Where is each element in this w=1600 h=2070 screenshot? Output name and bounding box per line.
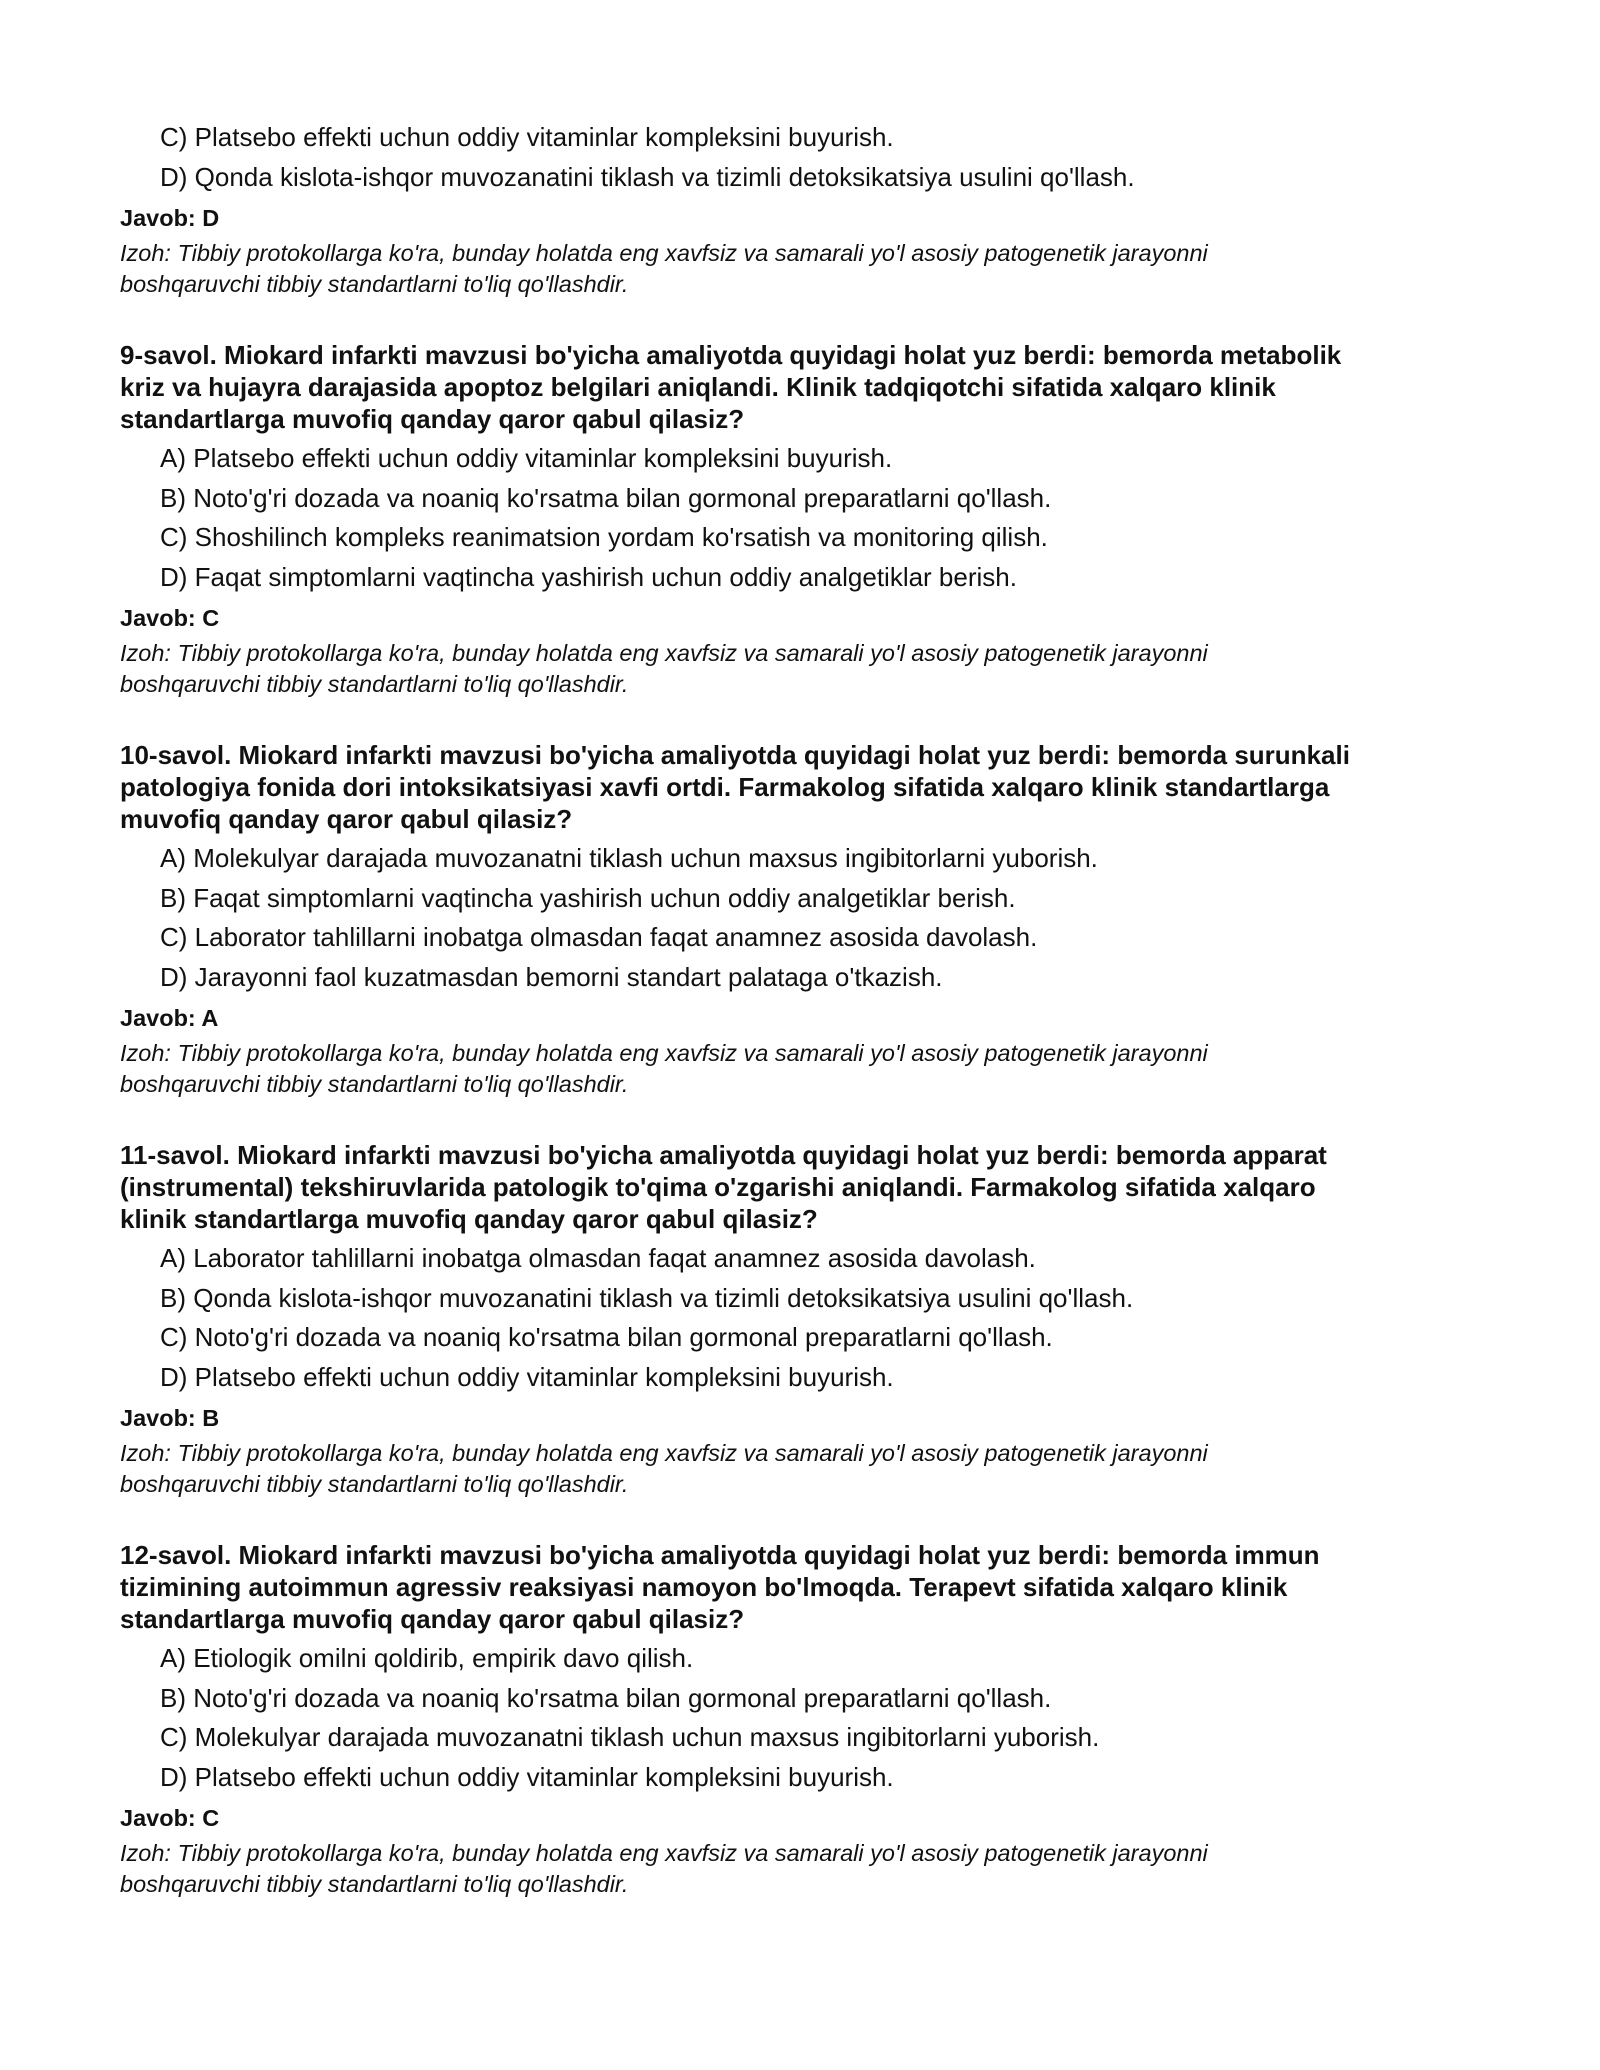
question-title-line: (instrumental) tekshiruvlarida patologik to'qima o'zgarishi aniqlandi. Farmakolog sifatida xalqaro bbox=[120, 1172, 1316, 1202]
question-title-line: kriz va hujayra darajasida apoptoz belgilari aniqlandi. Klinik tadqiqotchi sifatida xalqaro klinik bbox=[120, 372, 1276, 402]
question-title-line: 11-savol. Miokard infarkti mavzusi bo'yicha amaliyotda quyidagi holat yuz berdi: bemorda apparat bbox=[120, 1140, 1327, 1170]
explanation-note bbox=[120, 1838, 1500, 1900]
question-11 bbox=[120, 1139, 1500, 1500]
option-a: A) Platsebo effekti uchun oddiy vitaminlar kompleksini buyurish. bbox=[160, 443, 893, 473]
explanation-line: boshqaruvchi tibbiy standartlarni to'liq qo'llashdir. bbox=[120, 1071, 629, 1097]
option-d: D) Jarayonni faol kuzatmasdan bemorni standart palataga o'tkazish. bbox=[160, 961, 943, 992]
question-title-line: patologiya fonida dori intoksikatsiyasi xavfi ortdi. Farmakolog sifatida xalqaro klinik standartlarga bbox=[120, 772, 1330, 802]
question-title bbox=[120, 1139, 1500, 1235]
answer-label: Javob: C bbox=[120, 1805, 220, 1831]
option-d: D) Platsebo effekti uchun oddiy vitaminlar kompleksini buyurish. bbox=[160, 1361, 894, 1392]
explanation-note bbox=[120, 1438, 1500, 1500]
answer-label: Javob: B bbox=[120, 1405, 220, 1431]
question-title bbox=[120, 339, 1500, 435]
question-title-line: standartlarga muvofiq qanday qaror qabul qilasiz? bbox=[120, 1604, 745, 1634]
question-title-line: 9-savol. Miokard infarkti mavzusi bo'yicha amaliyotda quyidagi holat yuz berdi: bemorda metabolik bbox=[120, 340, 1342, 370]
question-title bbox=[120, 739, 1500, 835]
option-c: C) Laborator tahlillarni inobatga olmasdan faqat anamnez asosida davolash. bbox=[160, 922, 1038, 952]
question-title-line: 12-savol. Miokard infarkti mavzusi bo'yicha amaliyotda quyidagi holat yuz berdi: bemorda immun bbox=[120, 1540, 1320, 1570]
option-c: C) Shoshilinch kompleks reanimatsion yordam ko'rsatish va monitoring qilish. bbox=[160, 522, 1048, 552]
explanation-line: boshqaruvchi tibbiy standartlarni to'liq qo'llashdir. bbox=[120, 671, 629, 697]
explanation-note bbox=[120, 238, 1500, 300]
question-title-line: standartlarga muvofiq qanday qaror qabul qilasiz? bbox=[120, 404, 745, 434]
document-page bbox=[120, 118, 1500, 1900]
explanation-line: boshqaruvchi tibbiy standartlarni to'liq qo'llashdir. bbox=[120, 1471, 629, 1497]
option-a: A) Molekulyar darajada muvozanatni tiklash uchun maxsus ingibitorlarni yuborish. bbox=[160, 843, 1098, 873]
option-d: D) Qonda kislota-ishqor muvozanatini tiklash va tizimli detoksikatsiya usulini qo'llash. bbox=[160, 161, 1135, 192]
explanation-line: Izoh: Tibbiy protokollarga ko'ra, bunday holatda eng xavfsiz va samarali yo'l asosiy patogenetik jarayonni bbox=[120, 640, 1208, 666]
question-title-line: muvofiq qanday qaror qabul qilasiz? bbox=[120, 804, 573, 834]
explanation-note bbox=[120, 638, 1500, 700]
question-title bbox=[120, 1539, 1500, 1635]
option-b: B) Qonda kislota-ishqor muvozanatini tiklash va tizimli detoksikatsiya usulini qo'llash. bbox=[160, 1282, 1134, 1313]
option-c: C) Platsebo effekti uchun oddiy vitaminlar kompleksini buyurish. bbox=[160, 122, 894, 152]
option-a: A) Laborator tahlillarni inobatga olmasdan faqat anamnez asosida davolash. bbox=[160, 1243, 1036, 1273]
option-c: C) Noto'g'ri dozada va noaniq ko'rsatma bilan gormonal preparatlarni qo'llash. bbox=[160, 1322, 1053, 1352]
option-b: B) Noto'g'ri dozada va noaniq ko'rsatma bilan gormonal preparatlarni qo'llash. bbox=[160, 1682, 1052, 1713]
option-d: D) Platsebo effekti uchun oddiy vitaminlar kompleksini buyurish. bbox=[160, 1761, 894, 1792]
option-d: D) Faqat simptomlarni vaqtincha yashirish uchun oddiy analgetiklar berish. bbox=[160, 561, 1017, 592]
explanation-line: Izoh: Tibbiy protokollarga ko'ra, bunday holatda eng xavfsiz va samarali yo'l asosiy patogenetik jarayonni bbox=[120, 1440, 1208, 1466]
explanation-line: boshqaruvchi tibbiy standartlarni to'liq qo'llashdir. bbox=[120, 1871, 629, 1897]
answer-label: Javob: C bbox=[120, 605, 220, 631]
question-title-line: tizimining autoimmun agressiv reaksiyasi namoyon bo'lmoqda. Terapevt sifatida xalqaro klinik bbox=[120, 1572, 1288, 1602]
question-10 bbox=[120, 739, 1500, 1100]
answer-label: Javob: D bbox=[120, 205, 220, 231]
question-title-line: klinik standartlarga muvofiq qanday qaror qabul qilasiz? bbox=[120, 1204, 818, 1234]
option-b: B) Faqat simptomlarni vaqtincha yashirish uchun oddiy analgetiklar berish. bbox=[160, 882, 1016, 913]
explanation-line: Izoh: Tibbiy protokollarga ko'ra, bunday holatda eng xavfsiz va samarali yo'l asosiy patogenetik jarayonni bbox=[120, 1840, 1208, 1866]
explanation-line: Izoh: Tibbiy protokollarga ko'ra, bunday holatda eng xavfsiz va samarali yo'l asosiy patogenetik jarayonni bbox=[120, 1040, 1208, 1066]
question-title-line: 10-savol. Miokard infarkti mavzusi bo'yicha amaliyotda quyidagi holat yuz berdi: bemorda surunkali bbox=[120, 740, 1350, 770]
question-8-continuation bbox=[120, 118, 1500, 300]
explanation-line: Izoh: Tibbiy protokollarga ko'ra, bunday holatda eng xavfsiz va samarali yo'l asosiy patogenetik jarayonni bbox=[120, 240, 1208, 266]
option-a: A) Etiologik omilni qoldirib, empirik davo qilish. bbox=[160, 1643, 694, 1673]
option-c: C) Molekulyar darajada muvozanatni tiklash uchun maxsus ingibitorlarni yuborish. bbox=[160, 1722, 1100, 1752]
question-12 bbox=[120, 1539, 1500, 1900]
answer-label: Javob: A bbox=[120, 1005, 219, 1031]
explanation-note bbox=[120, 1038, 1500, 1100]
explanation-line: boshqaruvchi tibbiy standartlarni to'liq qo'llashdir. bbox=[120, 271, 629, 297]
option-b: B) Noto'g'ri dozada va noaniq ko'rsatma bilan gormonal preparatlarni qo'llash. bbox=[160, 482, 1052, 513]
question-9 bbox=[120, 339, 1500, 700]
